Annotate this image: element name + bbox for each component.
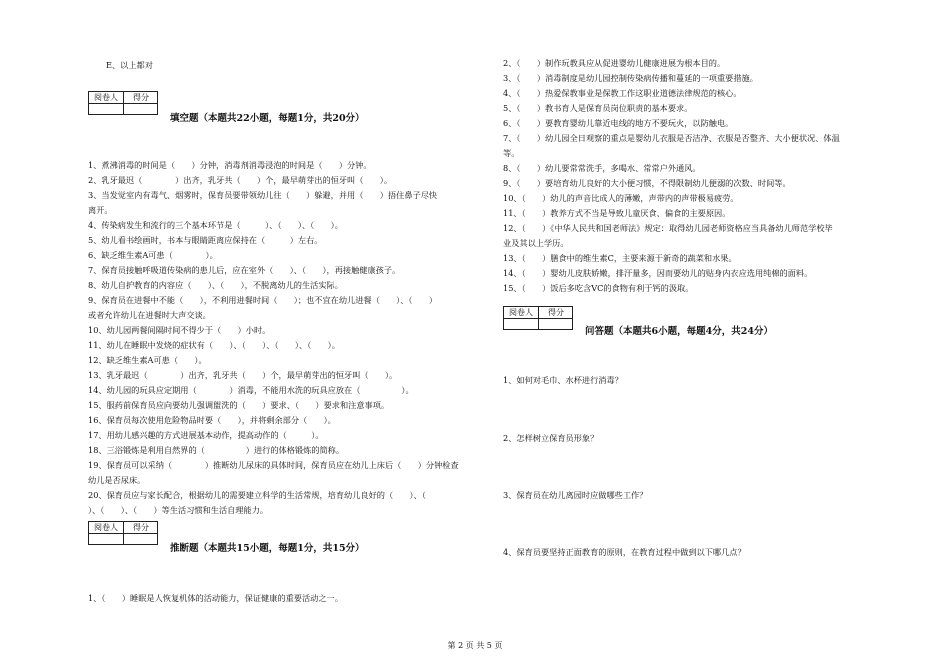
judge-line: 2、（ ）制作玩教具应从促进婴幼儿健康进展为根本目的。 [503,58,726,68]
fill-line: 11、幼儿在睡眠中发烧的症状有（ ）、（ ）、（ ）、（ ）。 [88,340,340,350]
reviewer-label: 阅卷人 [89,522,124,534]
fill-line: 17、用幼儿感兴趣的方式进展基本动作，提高动作的（ ）。 [88,430,324,440]
fill-line: 3、当发觉室内有毒气、烟雾时，保育员要带领幼儿往（ ）躲避，并用（ ）捂住鼻子尽快 [88,190,438,200]
fill-line: 或者允许幼儿在进餐时大声交谈。 [88,310,211,320]
fill-line: 16、保育员每次使用危险物品时要（ ），并将剩余部分（ ）。 [88,415,336,425]
fill-line: 离开。 [88,205,113,215]
score-label: 得分 [124,522,158,534]
judge-line: 4、（ ）热爱保教事业是保教工作这职业道德法律规范的核心。 [503,88,742,98]
judge-line: 3、（ ）消毒制度是幼儿园控制传染病传播和蔓延的一项重要措施。 [503,73,758,83]
reviewer-cell [89,534,124,545]
fill-line: 18、三浴锻炼是利用自然界的（ ）进行的体格锻炼的简称。 [88,445,345,455]
judge-line: 12、（ ）《中华人民共和国老师法》规定：取得幼儿园老师资格应当具备幼儿师范学校毕 [503,223,833,233]
qa-question: 2、怎样树立保育员形象？ [503,433,599,443]
judge-line: 15、（ ）饭后多吃含VC的食物有利于钙的汲取。 [503,283,694,293]
judge-heading: 推断题（本题共15小题，每题1分，共15分） [170,543,365,554]
judge-line: 业及其以上学历。 [503,238,569,248]
judge-line: 14、（ ）婴幼儿皮肤娇嫩，排汗量多，因而要幼儿的贴身内衣应选用纯棉的面料。 [503,268,813,278]
qa-question: 4、保育员要坚持正面教育的原则，在教育过程中做到以下哪几点？ [503,547,746,557]
fill-heading: 填空题（本题共22小题，每题1分，共20分） [170,113,365,124]
reviewer-cell [504,319,539,330]
fill-line: 4、传染病发生和流行的三个基本环节是（ ）、（ ）、（ ）。 [88,220,343,230]
fill-line: 10、幼儿园两餐间隔时间不得少于（ ）小时。 [88,325,271,335]
fill-line: 13、乳牙最迟（ ）出齐，乳牙共（ ）个，最早萌芽出的恒牙叫（ ）。 [88,370,398,380]
judge-line: 1、（ ）睡眠是人恢复机体的活动能力，保证健康的重要活动之一。 [88,593,343,603]
score-label: 得分 [539,307,573,319]
fill-line: 6、缺乏维生素A可患（ ）。 [88,250,218,260]
judge-line: 9、（ ）要培育幼儿良好的大小便习惯，不得限制幼儿便溺的次数、时间等。 [503,178,791,188]
reviewer-cell [89,104,124,115]
score-cell [539,319,573,330]
judge-line: 6、（ ）要教育婴幼儿靠近电线的地方不要玩火，以防触电。 [503,118,734,128]
judge-line: 10、（ ）幼儿的声音比成人的薄嫩，声带内的声带极易疲劳。 [503,193,739,203]
page-footer: 第 2 页 共 5 页 [447,641,503,650]
fill-line: 2、乳牙最迟（ ）出齐，乳牙共（ ）个，最早萌芽出的恒牙叫（ ）。 [88,175,393,185]
fill-line: 8、幼儿自护教育的内容应（ ）、（ ），不脱离幼儿的生活实际。 [88,280,343,290]
qa-question: 1、如何对毛巾、水杯进行消毒？ [503,375,623,385]
judge-line: 11、（ ）教养方式不当是导致儿童厌食、偏食的主要原因。 [503,208,731,218]
reviewer-label: 阅卷人 [504,307,539,319]
fill-line: 9、保育员在进餐中不能（ ），不利用进餐时间（ ）；也不宜在幼儿进餐（ ）、（ ） [88,295,438,305]
fill-line: 12、缺乏维生素A可患（ ）。 [88,355,207,365]
judge-line: 7、（ ）幼儿园全日观察的重点是婴幼儿衣服是否洁净、衣服是否整齐、大小便状况、体温 [503,133,840,143]
fill-line: 5、幼儿看书绘画时，书本与眼睛距离应保持在（ ）左右。 [88,235,323,245]
judge-line: 8、（ ）幼儿要常常洗手，多喝水、常常户外通风。 [503,163,701,173]
score-cell [124,104,158,115]
fill-score-box [88,91,158,115]
qa-score-box [503,306,573,330]
fill-line: 1、煮沸消毒的时间是（ ）分钟，消毒剂消毒浸泡的时间是（ ）分钟。 [88,160,372,170]
reviewer-label: 阅卷人 [89,92,124,104]
qa-question: 3、保育员在幼儿离园时应做哪些工作？ [503,490,648,500]
fill-line: 19、保育员可以采纳（ ）推断幼儿尿床的具体时间，保育员应在幼儿上床后（ ）分钟检查 [88,460,459,470]
judge-line: 5、（ ）教书育人是保育员岗位职责的基本要求。 [503,103,693,113]
fill-line: 幼儿是否尿床。 [88,475,146,485]
score-cell [124,534,158,545]
fill-line: 7、保育员接触呼吸道传染病的患儿后，应在室外（ ）、（ ），再接触健康孩子。 [88,265,401,275]
judge-line: 13、（ ）膳食中的维生素C，主要来源于新奇的蔬菜和水果。 [503,253,737,263]
fill-line: 14、幼儿园的玩具应定期用（ ）消毒，不能用水洗的玩具应放在（ ）。 [88,385,414,395]
top-option: E、以上都对 [106,60,153,70]
fill-line: 15、服药前保育员应向要幼儿强调盥洗的（ ）要求、（ ）要求和注意事项。 [88,400,390,410]
judge-line: 等。 [503,148,520,158]
fill-line: 20、保育员应与家长配合，根据幼儿的需要建立科学的生活常规，培育幼儿良好的（ ）、（ [88,490,426,500]
fill-line: ）、（ ）、（ ）等生活习惯和生活自理能力。 [88,505,269,515]
judge-score-box [88,521,158,545]
score-label: 得分 [124,92,158,104]
qa-heading: 问答题（本题共6小题，每题4分，共24分） [585,326,773,337]
